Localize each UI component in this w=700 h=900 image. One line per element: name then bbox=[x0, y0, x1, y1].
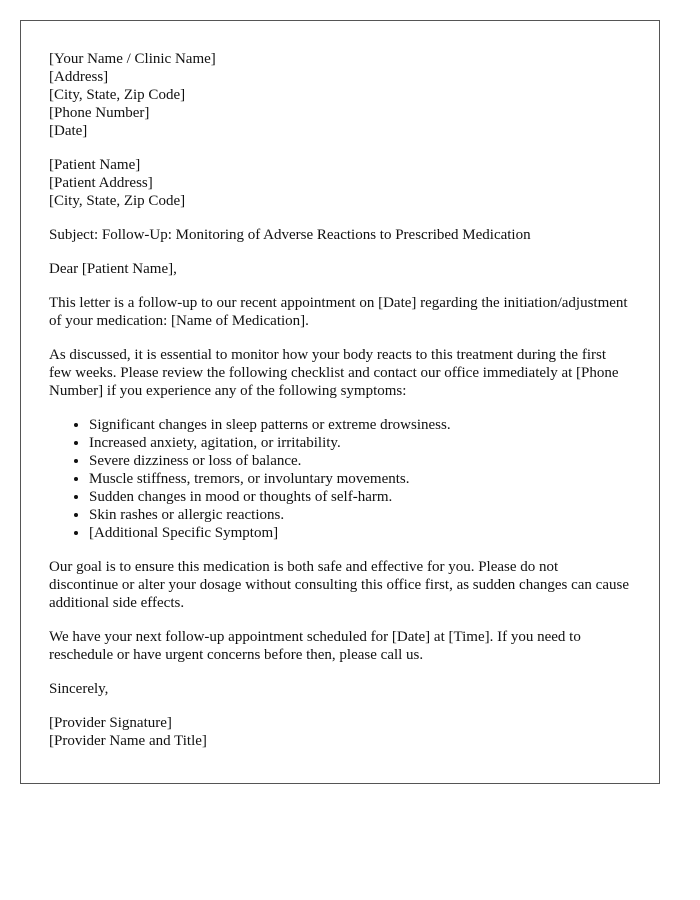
sender-block bbox=[49, 50, 631, 140]
intro-paragraph: This letter is a follow-up to our recent appointment on [Date] regarding the initiation/adjustment of your medication: [Name of Medication]. bbox=[49, 295, 628, 329]
recipient-block bbox=[49, 156, 631, 210]
recipient-city-state-zip: [City, State, Zip Code] bbox=[49, 193, 186, 209]
symptom-item: • Increased anxiety, agitation, or irritability. bbox=[89, 434, 631, 452]
sender-name: [Your Name / Clinic Name] bbox=[49, 51, 216, 67]
salutation: Dear [Patient Name], bbox=[49, 261, 177, 277]
sender-address: [Address] bbox=[49, 69, 109, 85]
symptom-checklist bbox=[49, 416, 631, 542]
letter-date: [Date] bbox=[49, 123, 88, 139]
symptom-item: • Severe dizziness or loss of balance. bbox=[89, 452, 631, 470]
discussion-paragraph: As discussed, it is essential to monitor how your body reacts to this treatment during the first few weeks. Please review the following checklist and contact our office immediately at [Phone Number] if you experience any of the following symptoms: bbox=[49, 347, 619, 399]
signature-block bbox=[49, 714, 631, 750]
recipient-address: [Patient Address] bbox=[49, 175, 153, 191]
followup-paragraph: We have your next follow-up appointment scheduled for [Date] at [Time]. If you need to reschedule or have urgent concerns before then, please call us. bbox=[49, 629, 581, 663]
sender-city-state-zip: [City, State, Zip Code] bbox=[49, 87, 186, 103]
closing: Sincerely, bbox=[49, 681, 109, 697]
provider-signature: [Provider Signature] bbox=[49, 715, 172, 731]
symptom-item: • Skin rashes or allergic reactions. bbox=[89, 506, 631, 524]
provider-name-title: [Provider Name and Title] bbox=[49, 733, 207, 749]
sender-phone: [Phone Number] bbox=[49, 105, 150, 121]
symptom-item: • [Additional Specific Symptom] bbox=[89, 524, 631, 542]
recipient-name: [Patient Name] bbox=[49, 157, 141, 173]
symptom-item: • Significant changes in sleep patterns or extreme drowsiness. bbox=[89, 416, 631, 434]
symptom-item: • Sudden changes in mood or thoughts of self-harm. bbox=[89, 488, 631, 506]
subject-line: Subject: Follow-Up: Monitoring of Adverse Reactions to Prescribed Medication bbox=[49, 227, 531, 243]
symptom-item: • Muscle stiffness, tremors, or involuntary movements. bbox=[89, 470, 631, 488]
goal-paragraph: Our goal is to ensure this medication is both safe and effective for you. Please do not discontinue or alter your dosage without consulting this office first, as sudden changes can cause additional side effects. bbox=[49, 559, 629, 611]
letter-document bbox=[20, 20, 660, 784]
